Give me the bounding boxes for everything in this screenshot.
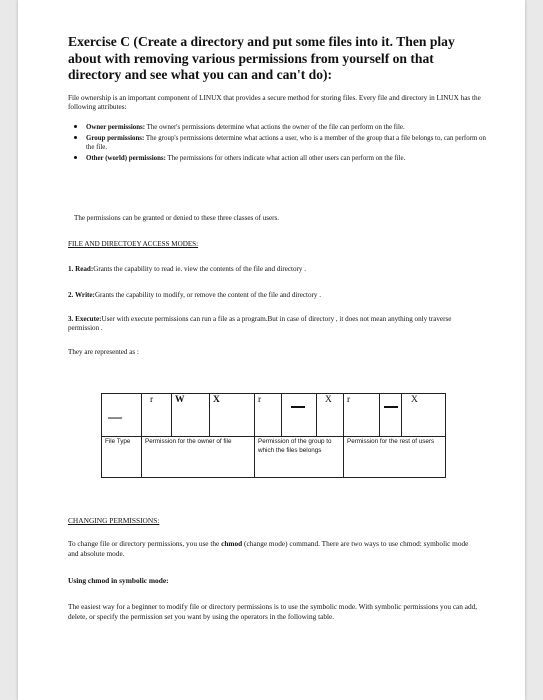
attribute-label: Owner permissions: [86,123,146,131]
permissions-table [101,393,446,478]
mode-label: 1. Read: [68,265,94,273]
file-type-symbol: — [108,410,122,425]
exercise-title: Exercise C (Create a directory and put some files into it. Then play about with removing various permissions from yourself on that directory and see what you can and can't do): [68,34,455,82]
list-item [86,153,488,164]
file-type-cell [102,394,142,437]
attribute-label: Group permissions: [86,135,145,143]
symbolic-paragraph: The easiest way for a beginner to modify file or directory permissions is to use the symbolic mode. With symbolic permissions you can add, delete, or specify the permission set you want by using the operators in the following table. [68,602,478,621]
attribute-text: The permissions for others indicate what action all other users can perform on the file. [167,155,406,163]
mode-execute [68,315,483,334]
mode-text: Grants the capability to read ie. view the contents of the file and directory . [93,265,306,273]
owner-write-symbol: W [175,395,185,405]
group-write-symbol [285,395,290,405]
list-item [86,122,488,133]
other-description: Permission for the rest of users [344,437,446,478]
mode-label: 3. Execute: [68,315,102,323]
mode-text: User with execute permissions can run a file as a program.But in case of directory , it does not mean anything only traverse permission . [68,315,452,333]
group-description: Permission of the group to which the files belongs [255,437,344,478]
changing-heading: CHANGING PERMISSIONS: [68,516,160,525]
other-execute-symbol: X [411,395,418,405]
attribute-text: The owner's permissions determine what actions the owner of the file can perform on the file. [146,123,405,131]
mode-label: 2. Write: [68,291,95,299]
modes-heading: FILE AND DIRECTOEY ACCESS MODES: [68,240,199,248]
dash-mark [291,406,305,408]
table-row [102,394,446,437]
changing-paragraph [68,539,478,558]
changing-text: To change file or directory permissions, you use the chmod (change mode) command. There are two ways to use chmod: symbolic mode and absolute mode. [68,539,469,558]
mode-text: Grants the capability to modify, or remove the content of the file and directory . [94,291,322,299]
document-content [68,34,488,165]
owner-execute-symbol: X [213,395,220,405]
group-read-symbol: r [258,395,262,405]
attributes-list [68,122,488,164]
owner-read-symbol: r [150,395,154,405]
intro-paragraph: File ownership is an important component of LINUX that provides a secure method for storing files. Every file and directory in LINUX has the following attributes: [68,93,481,111]
chmod-keyword: chmod [221,539,243,548]
document-page [18,0,525,700]
file-type-description: File Type [102,437,142,478]
dash-mark [384,406,398,408]
group-execute-symbol: X [325,395,332,405]
attribute-text: The group's permissions determine what actions a user, who is a member of the group that a file belongs to, can perform on the file. [86,135,486,151]
table-row [102,437,446,478]
attribute-label: Other (world) permissions: [86,155,166,163]
classes-note: The permissions can be granted or denied to these three classes of users. [74,214,280,222]
other-write-symbol [383,395,388,405]
represented-label: They are represented as : [68,348,139,356]
mode-write [68,291,488,300]
owner-description: Permission for the owner of file [142,437,255,478]
list-item [86,133,488,152]
other-read-symbol: r [347,395,351,405]
symbolic-heading: Using chmod in symbolic mode: [68,576,169,585]
mode-read [68,265,488,274]
